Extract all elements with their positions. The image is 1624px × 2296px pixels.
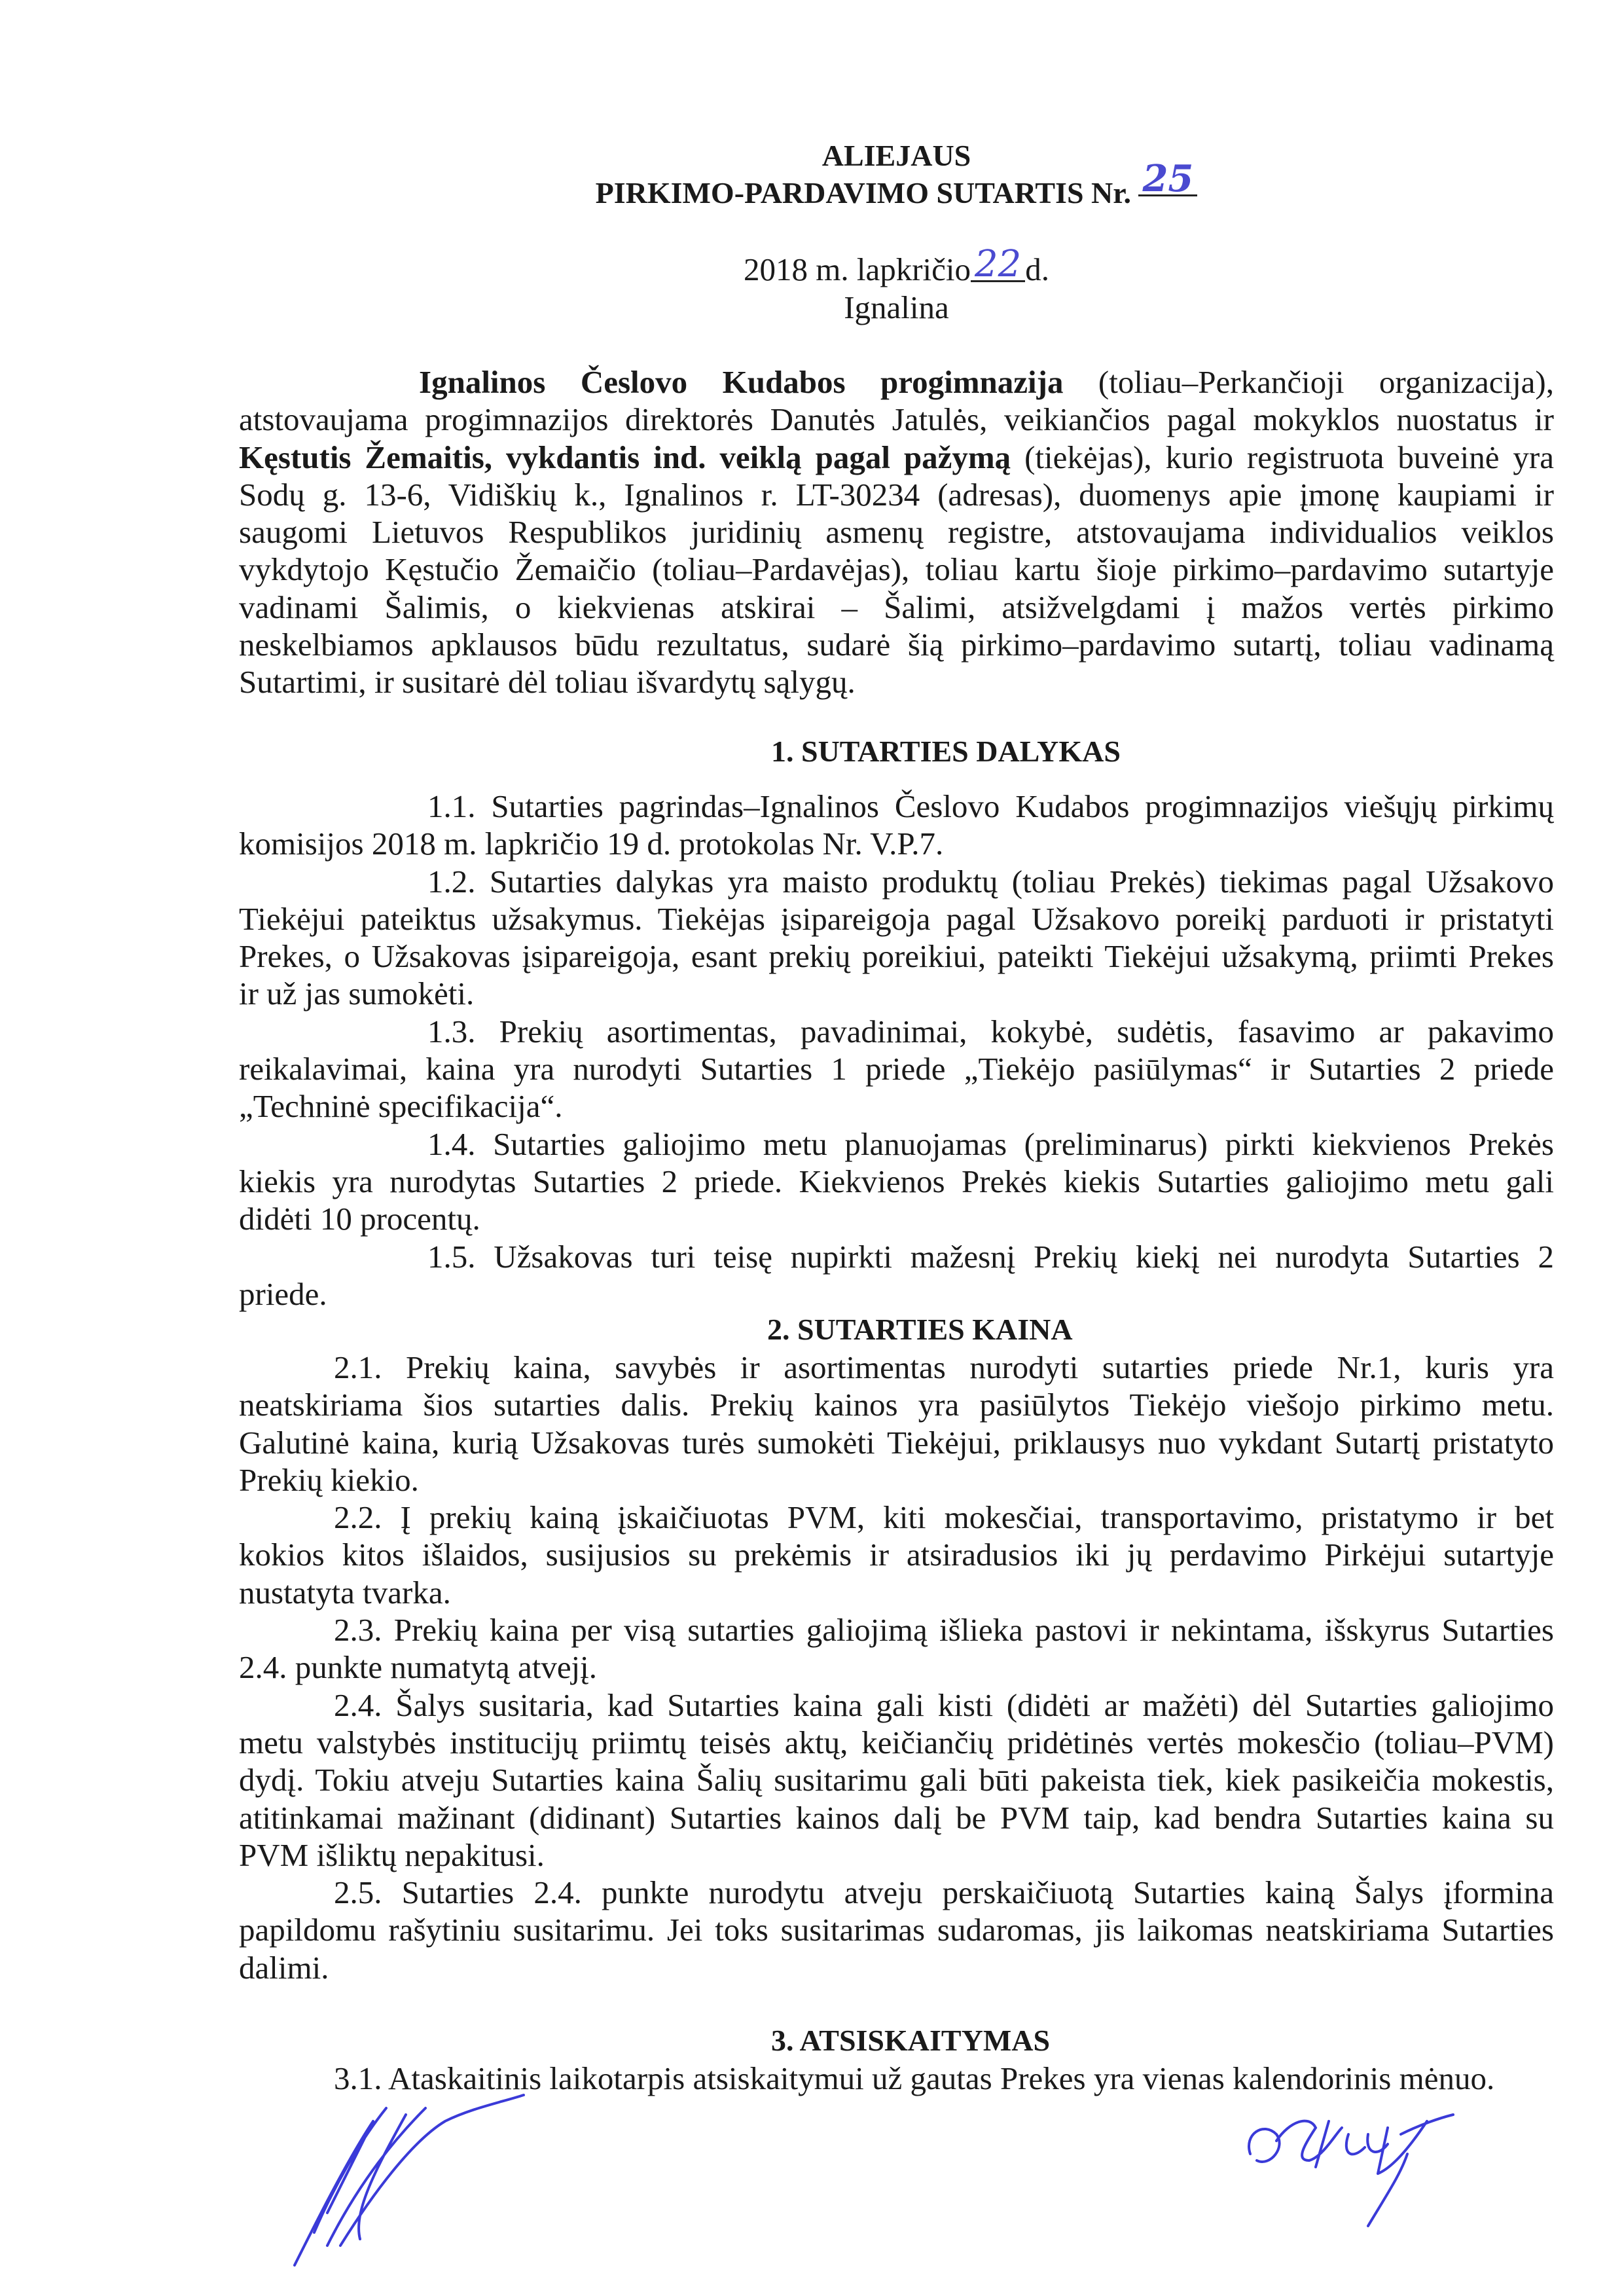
text-line: vykdytojo Kęstučio Žemaičio (toliau–Pardavėjas), toliau kartu šioje pirkimo–pardavimo sutartyje xyxy=(239,551,1554,588)
text-line: neatskiriama šios sutarties dalis. Prekių kainos yra pasiūlytos Tiekėjo viešojo pirkimo metu. xyxy=(239,1387,1554,1423)
clause-2-2 xyxy=(239,1499,1554,1611)
intro-line: atstovaujama progimnazijos direktorės Danutės Jatulės, veikiančios pagal mokyklos nuostatus ir xyxy=(239,401,1554,438)
text-line: Tiekėjui pateiktus užsakymus. Tiekėjas įsipareigoja pagal Užsakovo poreikį parduoti ir pristatyti xyxy=(239,900,1554,937)
section-1-body xyxy=(239,788,1554,1313)
text-line: 2.4. Šalys susitaria, kad Sutarties kaina gali kisti (didėti ar mažėti) dėl Sutarties galiojimo xyxy=(334,1686,1554,1723)
clause-2-5 xyxy=(239,1874,1554,1986)
document-subtitle xyxy=(239,157,1554,211)
text-line: kiekis yra nurodytas Sutarties 2 priede. Kiekvienos Prekės kiekis Sutarties galiojimo metu gali xyxy=(239,1163,1554,1199)
text-line: 2.5. Sutarties 2.4. punkte nurodytu atveju perskaičiuotą Sutarties kainą Šalys įformina xyxy=(334,1874,1554,1911)
handwritten-day: 22 xyxy=(971,249,1025,282)
text-line: kokios kitos išlaidos, susijusios su prekėmis ir atsiradusios iki jų perdavimo Pirkėjui sutartyje xyxy=(239,1537,1554,1573)
text-line: 1.2. Sutarties dalykas yra maisto produktų (toliau Prekės) tiekimas pagal Užsakovo xyxy=(427,863,1554,900)
contract-date xyxy=(239,243,1554,288)
text-line: 1.3. Prekių asortimentas, pavadinimai, kokybė, sudėtis, fasavimo ar pakavimo xyxy=(427,1013,1554,1049)
text-line: Prekes, o Užsakovas įsipareigoja, esant prekių poreikiui, pateikti Tiekėjui užsakymą, priimti Prekes xyxy=(239,938,1554,975)
text-line: 2.3. Prekių kaina per visą sutarties galiojimą išlieka pastovi ir nekintama, išskyrus Sutarties xyxy=(334,1612,1554,1649)
clause-2-4 xyxy=(239,1686,1554,1874)
text-line: 2.4. punkte numatytą atvejį. xyxy=(239,1649,598,1686)
signature-left xyxy=(275,2082,550,2278)
text-line: vadinami Šalimis, o kiekvienas atskirai – Šalimi, atsižvelgdami į mažos vertės pirkimo xyxy=(239,589,1554,625)
clause-1-2 xyxy=(239,863,1554,1013)
intro-paragraph xyxy=(239,363,1554,701)
text-line: 2.1. Prekių kaina, savybės ir asortimentas nurodyti sutarties priede Nr.1, kuris yra xyxy=(334,1349,1554,1385)
text-line: priede. xyxy=(239,1275,327,1312)
text-line: 2.2. Į prekių kainą įskaičiuotas PVM, kiti mokesčiai, transportavimo, pristatymo ir bet xyxy=(334,1499,1554,1536)
text-line: 1.4. Sutarties galiojimo metu planuojamas (preliminarus) pirkti kiekvienos Prekės xyxy=(427,1125,1554,1162)
clause-1-5 xyxy=(239,1238,1554,1313)
buyer-name: Ignalinos Česlovo Kudabos progimnazija xyxy=(419,364,1064,400)
text-line: 1.1. Sutarties pagrindas–Ignalinos Česlovo Kudabos progimnazijos viešųjų pirkimų xyxy=(427,788,1554,824)
section-heading-3: 3. ATSISKAITYMAS xyxy=(771,2024,1051,2057)
text-line: didėti 10 procentų. xyxy=(239,1201,480,1237)
text-line: dydį. Tokiu atveju Sutarties kaina Šalių susitarimu gali būti pakeista tiek, kiek pasikeičia mokestis, xyxy=(239,1762,1554,1798)
contract-place: Ignalina xyxy=(844,289,949,325)
text-line: saugomi Lietuvos Respublikos juridinių asmenų registre, atstovaujama individualios veiklos xyxy=(239,514,1554,551)
document-title: ALIEJAUS xyxy=(821,139,971,172)
text-line: 3.1. Ataskaitinis laikotarpis atsiskaitymui už gautas Prekes yra vienas kalendorinis mėnuo. xyxy=(334,2060,1495,2096)
text-line: dalimi. xyxy=(239,1949,329,1986)
text-line: atitinkamai mažinant (didinant) Sutarties kainos dalį be PVM taip, kad bendra Sutarties kaina su xyxy=(239,1799,1554,1836)
text-line: reikalavimai, kaina yra nurodyti Sutarties 1 priede „Tiekėjo pasiūlymas“ ir Sutarties 2 priede xyxy=(239,1051,1554,1087)
intro-line xyxy=(239,363,1554,401)
clause-2-3 xyxy=(239,1611,1554,1686)
supplier-name: Kęstutis Žemaitis, vykdantis ind. veiklą pagal pažymą xyxy=(239,439,1011,475)
section-2-body xyxy=(239,1349,1554,1986)
signature-right xyxy=(1237,2095,1460,2252)
date-prefix: 2018 m. lapkričio xyxy=(743,251,971,287)
handwritten-contract-number: 25 xyxy=(1138,163,1197,196)
text-line: PVM išliktų nepakitusi. xyxy=(239,1836,545,1873)
section-heading-1: 1. SUTARTIES DALYKAS xyxy=(771,735,1121,768)
text-line: ir už jas sumokėti. xyxy=(239,975,475,1012)
text-line: metu valstybės institucijų priimtų teisės aktų, keičiančių pridėtinės vertės mokesčio (toliau–PVM) xyxy=(239,1724,1554,1760)
text-line: nustatyta tvarka. xyxy=(239,1574,451,1611)
intro-text: (toliau–Perkančioji organizacija), xyxy=(1063,364,1554,400)
text-line: 1.5. Užsakovas turi teisę nupirkti mažesnį Prekių kiekį nei nurodyta Sutarties 2 xyxy=(427,1238,1554,1275)
subtitle-text: PIRKIMO-PARDAVIMO SUTARTIS Nr. xyxy=(595,176,1131,210)
text-line: papildomu rašytiniu susitarimu. Jei toks susitarimas sudaromas, jis laikomas neatskiriama Sutarties xyxy=(239,1912,1554,1948)
intro-text: (tiekėjas), kurio registruota buveinė yra xyxy=(1011,439,1554,475)
text-line: Sutartimi, ir susitarė dėl toliau išvardytų sąlygų. xyxy=(239,664,856,701)
clause-1-1 xyxy=(239,788,1554,863)
text-line: „Techninė specifikacija“. xyxy=(239,1088,563,1125)
clause-1-4 xyxy=(239,1125,1554,1238)
date-suffix: d. xyxy=(1025,251,1050,287)
text-line: Prekių kiekio. xyxy=(239,1461,419,1498)
text-line: Galutinė kaina, kurią Užsakovas turės sumokėti Tiekėjui, priklausys nuo vykdant Sutartį pristatyto xyxy=(239,1424,1554,1461)
clause-1-3 xyxy=(239,1013,1554,1125)
intro-line xyxy=(239,439,1554,476)
section-heading-2: 2. SUTARTIES KAINA xyxy=(767,1313,1073,1346)
text-line: komisijos 2018 m. lapkričio 19 d. protokolas Nr. V.P.7. xyxy=(239,826,944,862)
text-line: neskelbiamos apklausos būdu rezultatus, sudarė šią pirkimo–pardavimo sutartį, toliau vadinamą xyxy=(239,627,1554,663)
text-line: Sodų g. 13-6, Vidiškių k., Ignalinos r. LT-30234 (adresas), duomenys apie įmonę kaupiami ir xyxy=(239,476,1554,513)
clause-2-1 xyxy=(239,1349,1554,1499)
